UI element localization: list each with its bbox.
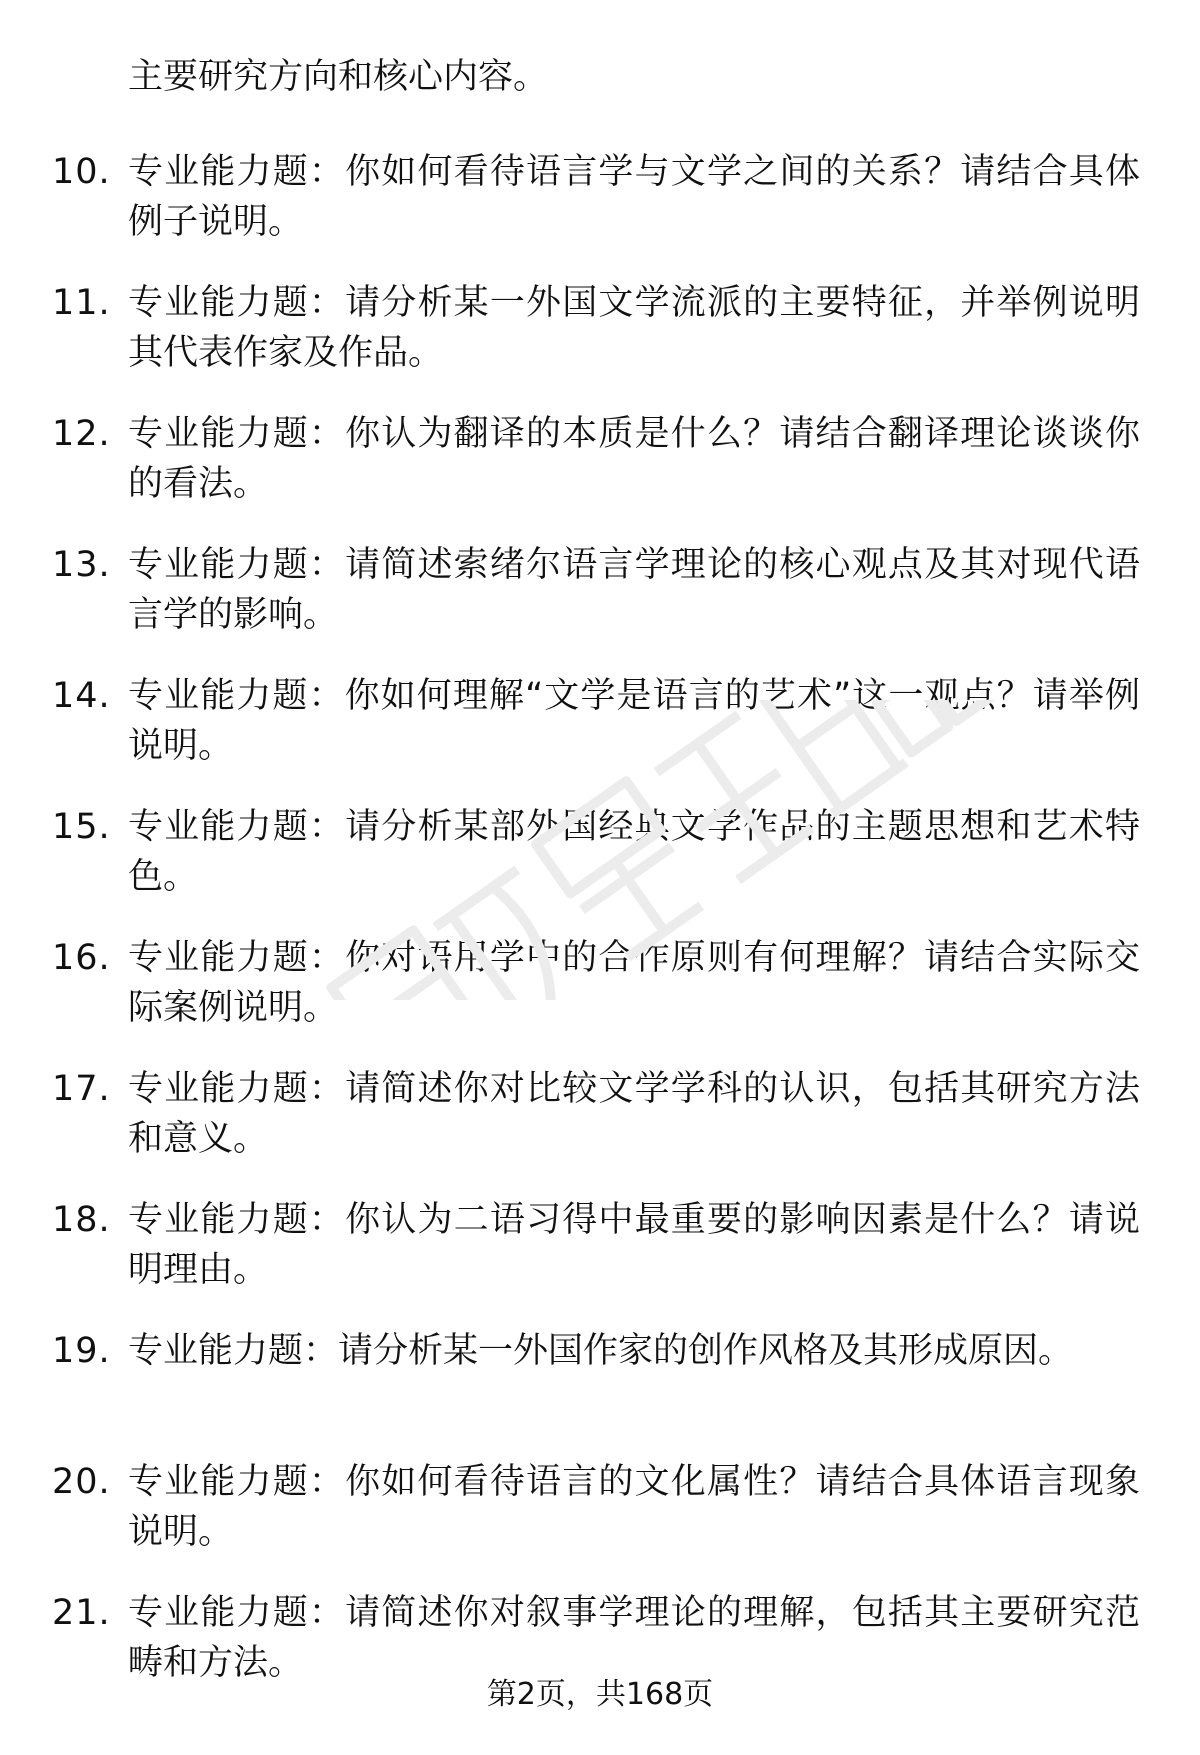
page-footer: 第2页，共168页 <box>486 1677 714 1712</box>
question-item <box>0 1195 1200 1326</box>
question-number: 11. <box>52 283 111 323</box>
question-number: 12. <box>52 414 111 454</box>
question-number: 17. <box>52 1069 111 1109</box>
question-number: 18. <box>52 1200 111 1240</box>
question-item <box>0 1457 1200 1588</box>
question-text: 专业能力题：请简述你对比较文学学科的认识，包括其研究方法和意义。 <box>128 1069 1140 1159</box>
question-number: 14. <box>52 676 111 716</box>
question-text: 专业能力题：你认为翻译的本质是什么？请结合翻译理论谈谈你的看法。 <box>128 414 1140 504</box>
question-item <box>0 278 1200 409</box>
question-item <box>0 147 1200 278</box>
question-text: 专业能力题：请简述索绪尔语言学理论的核心观点及其对现代语言学的影响。 <box>128 545 1140 635</box>
question-text: 专业能力题：请简述你对叙事学理论的理解，包括其主要研究范畴和方法。 <box>128 1593 1140 1683</box>
question-number: 13. <box>52 545 111 585</box>
question-item <box>0 1064 1200 1195</box>
question-number: 16. <box>52 938 111 978</box>
question-item <box>0 802 1200 933</box>
question-item <box>0 540 1200 671</box>
question-text: 专业能力题：你如何理解“文学是语言的艺术”这一观点？请举例说明。 <box>128 676 1140 766</box>
question-number: 10. <box>52 152 111 192</box>
question-text: 专业能力题：请分析某一外国作家的创作风格及其形成原因。 <box>128 1331 1074 1371</box>
question-text: 专业能力题：你如何看待语言学与文学之间的关系？请结合具体例子说明。 <box>128 152 1140 242</box>
question-item <box>0 933 1200 1064</box>
question-number: 21. <box>52 1593 111 1633</box>
question-number: 20. <box>52 1462 111 1502</box>
question-list <box>0 147 1200 1719</box>
question-item <box>0 1326 1200 1457</box>
question-text: 专业能力题：你对语用学中的合作原则有何理解？请结合实际交际案例说明。 <box>128 938 1140 1028</box>
question-text: 专业能力题：你如何看待语言的文化属性？请结合具体语言现象说明。 <box>128 1462 1140 1552</box>
question-text: 专业能力题：请分析某一外国文学流派的主要特征，并举例说明其代表作家及作品。 <box>128 283 1140 373</box>
question-item <box>0 409 1200 540</box>
question-item <box>0 671 1200 802</box>
question-text: 专业能力题：你认为二语习得中最重要的影响因素是什么？请说明理由。 <box>128 1200 1140 1290</box>
continuation-text: 主要研究方向和核心内容。 <box>128 57 549 97</box>
question-number: 19. <box>52 1331 111 1371</box>
question-text: 专业能力题：请分析某部外国经典文学作品的主题思想和艺术特色。 <box>128 807 1140 897</box>
question-number: 15. <box>52 807 111 847</box>
